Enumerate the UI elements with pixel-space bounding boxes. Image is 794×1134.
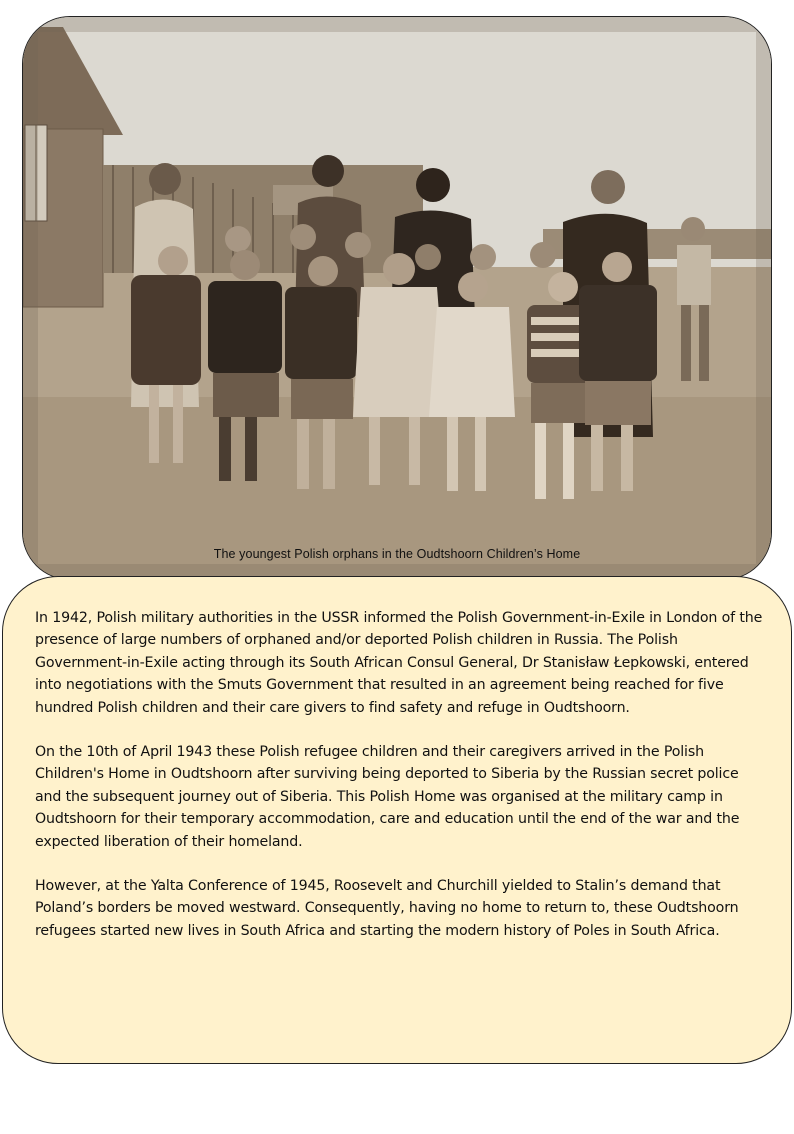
historical-photo [22, 16, 772, 580]
history-text-box [2, 576, 792, 1064]
photo-illustration [23, 17, 771, 579]
paragraph-3: However, at the Yalta Conference of 1945, Roosevelt and Churchill yielded to Stalin’s demand that Poland’s borders be moved westward. Consequently, having no home to return to, these Oudtshoorn refugees started new lives in South Africa and starting the modern history of Poles in South Africa. [35, 878, 739, 939]
photo-caption: The youngest Polish orphans in the Oudtshoorn Children’s Home [213, 547, 581, 561]
paragraph-2: On the 10th of April 1943 these Polish refugee children and their caregivers arrived in the Polish Children's Home in Oudtshoorn after surviving being deported to Siberia by the Russian secret police and the subsequent journey out of Siberia. This Polish Home was organised at the military camp in Oudtshoorn for their temporary accommodation, care and education until the end of the war and the expected liberation of their homeland. [35, 744, 740, 850]
paragraph-1: In 1942, Polish military authorities in the USSR informed the Polish Government-in-Exile in London of the presence of large numbers of orphaned and/or deported Polish children in Russia. The Polish Government-in-Exile acting through its South African Consul General, Dr Stanisław Łepkowski, entered into negotiations with the Smuts Government that resulted in an agreement being reached for five hundred Polish children and their care givers to find safety and refuge in Oudtshoorn. [35, 610, 763, 716]
